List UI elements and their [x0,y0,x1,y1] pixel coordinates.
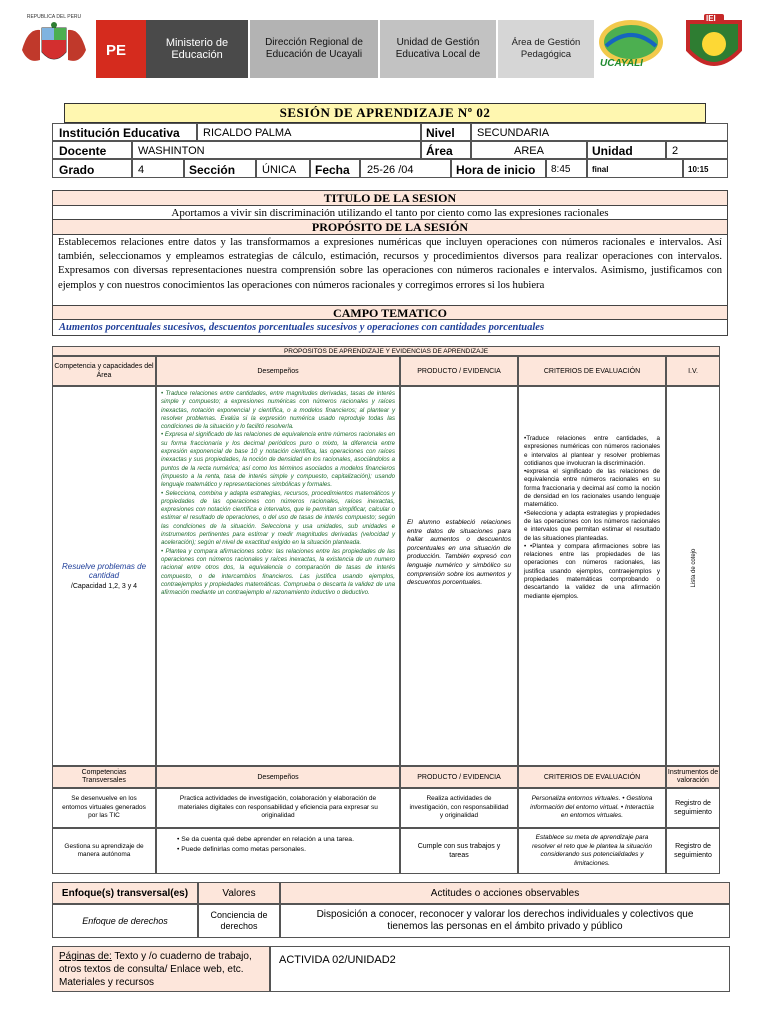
capacidad-text: /Capacidad 1,2, 3 y 4 [70,582,138,590]
nivel-value: SECUNDARIA [471,123,728,141]
nivel-label: Nivel [421,123,471,141]
final-label: final [587,159,683,178]
actitud-value [280,904,730,938]
criterio-item: • •Plantea y compara afirmaciones sobre las relaciones entre las propiedades de las operaciones con números racionales, las justifica usando ejemplos, contraejemplos y propiedades matemáticas comprobando o descartando la validez de una afirmación mediante ejemplos. [524,542,660,600]
desempeno-item: • Expresa el significado de las relaciones de equivalencia entre números racionales en su forma fraccionaria y los decimal periódicos puro o mixto, la diferencia entre expresión exponencial de base 10 y notación científica, las operaciones con raíces inexactas y sus propiedades, la noción de densidad en los racionales, asociándolos a puntos de la recta numérica; así como los términos asociados a modelos financieros (impuesto a la renta, tasa de interés simple y compuesto, capitalización); usando lenguaje matemático y representaciones simbólicas y formales. [161,431,396,489]
tr-row2-criterio-text: Establece su meta de aprendizaje para resolver el reto que le plantea la situación considerando sus potencialidades y limitaciones. [532,834,652,867]
session-description [52,190,728,336]
valor-value-text: Conciencia de derechos [210,910,268,931]
tr-row2-competencia [52,828,156,874]
campo-text: Aumentos porcentuales sucesivos, descuentos porcentuales sucesivos y operaciones con cantidades porcentuales [59,322,545,333]
actividad-text: ACTIVIDA 02/UNIDAD2 [279,954,396,966]
criterio-item: •Traduce relaciones entre cantidades, a expresiones numéricas con números racionales e intervalos al plantear y resolver problemas cotidianos que involucran la discriminación. [524,435,660,467]
criterios-cell [518,386,666,766]
ugel-label: Unidad de Gestión Educativa Local de [395,37,481,60]
desempeno-text: Expresa el significado de las relaciones de equivalencia entre números racionales en su forma fraccionaria y los decimal periódicos puro o mixto, la diferencia entre expresión exponencial de base 10 y notación científica, las operaciones con raíces inexactas y sus propiedades, la noción de densidad en los racionales, asociándolos a puntos de la recta numérica; así como los términos asociados a modelos financieros (impuesto a la renta, tasa de interés simple y compuesto, capitalización); usando lenguaje matemático y representaciones simbólicas y formales. [161,431,396,489]
materiales-line1 [59,950,263,963]
header-producto-text: PRODUCTO / EVIDENCIA [417,367,501,375]
producto-text: El alumno estableció relaciones entre datos de situaciones para hallar aumentos o descuentos porcentuales en una situación de producción. También expresó con lenguaje numérico y simbólico su comprensión sobre los aumentos y descuentos porcentuales. [407,519,511,587]
valor-value [198,904,280,938]
header-iv-text: I.V. [688,367,698,375]
area-gestion-block [498,20,594,78]
actitudes-header-text: Actitudes o acciones observables [430,887,580,899]
tr-row2-desempeno-text: Puede definirlas como metas personales. [181,846,306,853]
iv-text: Lista de cotejo [691,548,697,588]
header-desempenos [156,356,400,386]
desempeno-text: Selecciona, combina y adapta estrategias, recursos, procedimientos matemáticos y propiedades de las operaciones con números racionales, raíces inexactas, expresiones con notación científica e intervalos, que le permitan simplificar, calcular o estimar el resultado de operaciones, o del uso de tasas de interés compuesto; según las condiciones de la situación. Selecciona y usa unidades, sub unidades e instrumentos pertinentes para estimar y medir magnitudes derivadas (velocidad y aceleración); según el nivel de exactitud exigido en la situación planteada. [161,489,395,547]
tr-header-producto [400,766,518,788]
actitudes-header [280,882,730,904]
pe-block [96,20,146,78]
tr-row2-producto [400,828,518,874]
paginas-label: Páginas de: [59,951,112,962]
tr-row1-competencia [52,788,156,828]
tr-row1-criterio-text: Personaliza entornos virtuales. • Gestiona información del entorno virtual. • Interactúa en entornos virtuales. [530,795,654,820]
seccion-label: Sección [184,159,256,178]
tr-row2-desempeno-text: Se da cuenta qué debe aprender en relación a una tarea. [181,836,354,843]
tr-header-competencia-text: Competencias Transversales [81,769,127,784]
unidad-value: 2 [666,141,728,159]
desempeno-item: • Traduce relaciones entre cantidades, entre magnitudes derivadas, tasas de interés simple y compuesto; a expresiones numéricas con números racionales y raíces inexactas, notación exponencial y científica, o a modelos financieros; al plantear y resolver problemas. Evalúa si la expresión numérica usado reproduje todas las condiciones de la situación y lo facilitó resolverla. [161,390,395,431]
area-value: AREA [471,141,587,159]
docente-value: WASHINTON [132,141,421,159]
tr-row2-criterio [518,828,666,874]
actividad-cell [270,946,730,992]
tr-row1-instrumento [666,788,720,828]
minedu-block [146,20,248,78]
proposito-heading: PROPÓSITO DE LA SESIÓN [53,220,727,235]
ugel-logo [596,16,666,76]
ie-value: RICALDO PALMA [197,123,421,141]
tr-row1-instrumento-text: Registro de seguimiento [674,800,712,816]
propositos-title: PROPOSITOS DE APRENDIZAJE Y EVIDENCIAS DE APRENDIZAJE [52,346,720,356]
competencia-text: Resuelve problemas de cantidad [61,561,147,580]
dre-label: Dirección Regional de Educación de Ucayali [265,37,363,60]
tr-header-desempenos-text: Desempeños [257,773,299,781]
tr-header-instrumentos [666,766,720,788]
iv-cell [666,386,720,766]
tr-header-producto-text: PRODUCTO / EVIDENCIA [417,773,501,781]
grado-value: 4 [132,159,184,178]
iei-crest [682,12,746,78]
header-criterios [518,356,666,386]
tr-row1-desempeno [156,788,400,828]
fecha-value: 25-26 /04 [360,159,451,178]
header-criterios-text: CRITERIOS DE EVALUACIÓN [543,367,641,375]
session-title [64,103,706,123]
enfoque-header [52,882,198,904]
enfoque-value [52,904,198,938]
docente-label: Docente [52,141,132,159]
enfoque-header-text: Enfoque(s) transversal(es) [61,887,189,899]
header-iv [666,356,720,386]
info-table [52,123,728,178]
proposito-text: Establecemos relaciones entre datos y las transformamos a expresiones numéricas que incluyen operaciones con números racionales e intervalos. Así también, seleccionamos y empleamos estrategias de cálculo, estimación, recursos y procedimientos diversos para realizar operaciones con intervalos. Expresamos con diversas representaciones nuestra comprensión sobre las operaciones con números racionales e intervalos. Asimismo, justificamos con ejemplos y con nuestros conocimientos las operaciones con números racionales y corregimos errores si los hubiera [58,237,722,291]
transversal-table [52,766,720,874]
materiales-table [52,946,730,992]
materiales-line2: otros textos de consulta/ Enlace web, etc. [59,964,244,975]
session-title-text: SESIÓN DE APRENDIZAJE Nº 02 [279,105,491,120]
desempeno-item: • Plantea y compara afirmaciones sobre: las relaciones entre las propiedades de las operaciones con números racionales y raíces inexactas, la existencia de un numero racional entre otros dos, la equivalencia o comparación de tasas de interés compuesto, o de intercambios financieros. Las justifica usando ejemplos, contraejemplos y propiedades matemáticas. Comprueba o descarta la validez de una afirmación mediante un contraejemplo el razonamiento inductivo o deductivo. [161,547,395,597]
desempeno-text: Traduce relaciones entre cantidades, entre magnitudes derivadas, tasas de interés simple y compuesto; a expresiones numéricas con números racionales y raíces inexactas, notación exponencial y científica, o a modelos financieros; al plantear y resolver problemas. Evalúa si la expresión numérica usado reproduje todas las condiciones de la situación y lo facilitó resolverla. [161,390,395,431]
tr-row1-producto-text: Realiza actividades de investigación, con responsabilidad y originalidad [409,795,509,820]
tr-header-criterios-text: CRITERIOS DE EVALUACIÓN [543,773,641,781]
materiales-line3: Materiales y recursos [59,977,155,988]
pe-label: PE [106,42,127,59]
producto-cell [400,386,518,766]
peru-shield-logo [18,14,90,74]
header-desempenos-text: Desempeños [257,367,299,375]
desempeno-text: Plantea y compara afirmaciones sobre: las relaciones entre las propiedades de las operaciones con números racionales y raíces inexactas, la existencia de un numero racional entre otros dos, la equivalencia o comparación de tasas de interés compuesto, o de intercambios financieros. Las justifica usando ejemplos, contraejemplos y propiedades matemáticas. Comprueba o descarta la validez de una afirmación mediante un contraejemplo el razonamiento inductivo o deductivo. [161,547,395,597]
tr-row1-desempeno-text: Practica actividades de investigación, colaboración y elaboración de materiales digitales con responsabilidad y eficiencia para expresar su originalidad [178,795,378,820]
tr-row1-criterio [518,788,666,828]
desempenos-cell [156,386,400,766]
criterio-item: •Selecciona y adapta estrategias y propiedades de las operaciones con los números racionales e intervalos que permitan estimar el resultado de las situaciones planteadas. [524,509,660,542]
tr-row2-desempeno-item: • Se da cuenta qué debe aprender en relación a una tarea. [177,836,354,843]
titulo-text: Aportamos a vivir sin discriminación utilizando el tanto por ciento como las expresiones racionales [53,206,727,220]
valores-header-text: Valores [222,887,256,899]
actitud-value-text: Disposición a conocer, reconocer y valorar los derechos individuales y colectivos que tienemos las personas en el ámbito privado y público [316,909,694,932]
dre-block [250,20,378,78]
valores-header [198,882,280,904]
propositos-table [52,346,720,766]
materiales-line1-text: Texto y /o cuaderno de trabajo, [111,951,252,962]
fecha-label: Fecha [310,159,360,178]
materiales-cell [52,946,270,992]
minedu-label: Ministerio de Educación [165,37,229,61]
tr-row1-competencia-text: Se desenvuelve en los entornos virtuales generados por las TIC [62,795,146,820]
header-competencia [52,356,156,386]
shield-icon [18,20,90,72]
tr-row1-producto [400,788,518,828]
criterios-list [524,435,660,601]
tr-header-competencia [52,766,156,788]
tr-header-desempenos [156,766,400,788]
ugel-block [380,20,496,78]
hora-value: 8:45 [546,159,587,178]
iei-logo-text: IEI [706,14,716,23]
criterio-item: •expresa el significado de las relaciones de equivalencia entre números racionales en su forma fraccionaria y decimal así como la noción de densidad en los racionales usando lenguaje matemático. [524,468,660,509]
grado-label: Grado [52,159,132,178]
competencia-cell [52,386,156,766]
enfoque-value-text: Enfoque de derechos [82,916,168,926]
enfoque-table [52,882,730,938]
campo-heading: CAMPO TEMATICO [53,305,727,320]
tr-row2-desempenos [156,828,400,874]
seccion-value: ÚNICA [256,159,310,178]
desempeno-item: • Selecciona, combina y adapta estrategias, recursos, procedimientos matemáticos y propiedades de las operaciones con números racionales, raíces inexactas, expresiones con notación científica e intervalos, que le permitan simplificar, calcular o estimar el resultado de operaciones, o del uso de tasas de interés compuesto; según las condiciones de la situación. Selecciona y usa unidades, sub unidades e instrumentos pertinentes para estimar y medir magnitudes derivadas (velocidad y aceleración); según el nivel de exactitud exigido en la situación planteada. [161,489,395,547]
hora-label: Hora de inicio [451,159,546,178]
tr-row2-instrumento-text: Registro de seguimiento [674,843,712,859]
ie-label: Institución Educativa [52,123,197,141]
shield-caption: REPUBLICA DEL PERU [26,14,82,20]
tr-row2-competencia-text: Gestiona su aprendizaje de manera autónoma [64,842,144,858]
unidad-label: Unidad [587,141,666,159]
area-label: Área [421,141,471,159]
final-value: 10:15 [683,159,728,178]
tr-row2-instrumento [666,828,720,874]
tr-row2-producto-text: Cumple con sus trabajos y tareas [417,843,501,859]
tr-row2-desempeno-item: • Puede definirlas como metas personales. [177,846,306,853]
tr-header-criterios [518,766,666,788]
titulo-heading: TITULO DE LA SESION [53,191,727,206]
header-producto [400,356,518,386]
ugel-logo-text: UCAYALI [600,58,643,69]
tr-header-instrumentos-text: Instrumentos de valoración [667,769,719,784]
area-gestion-label: Área de Gestión Pedagógica [511,37,581,60]
header-competencia-text: Competencia y capacidades del Área [54,363,154,379]
